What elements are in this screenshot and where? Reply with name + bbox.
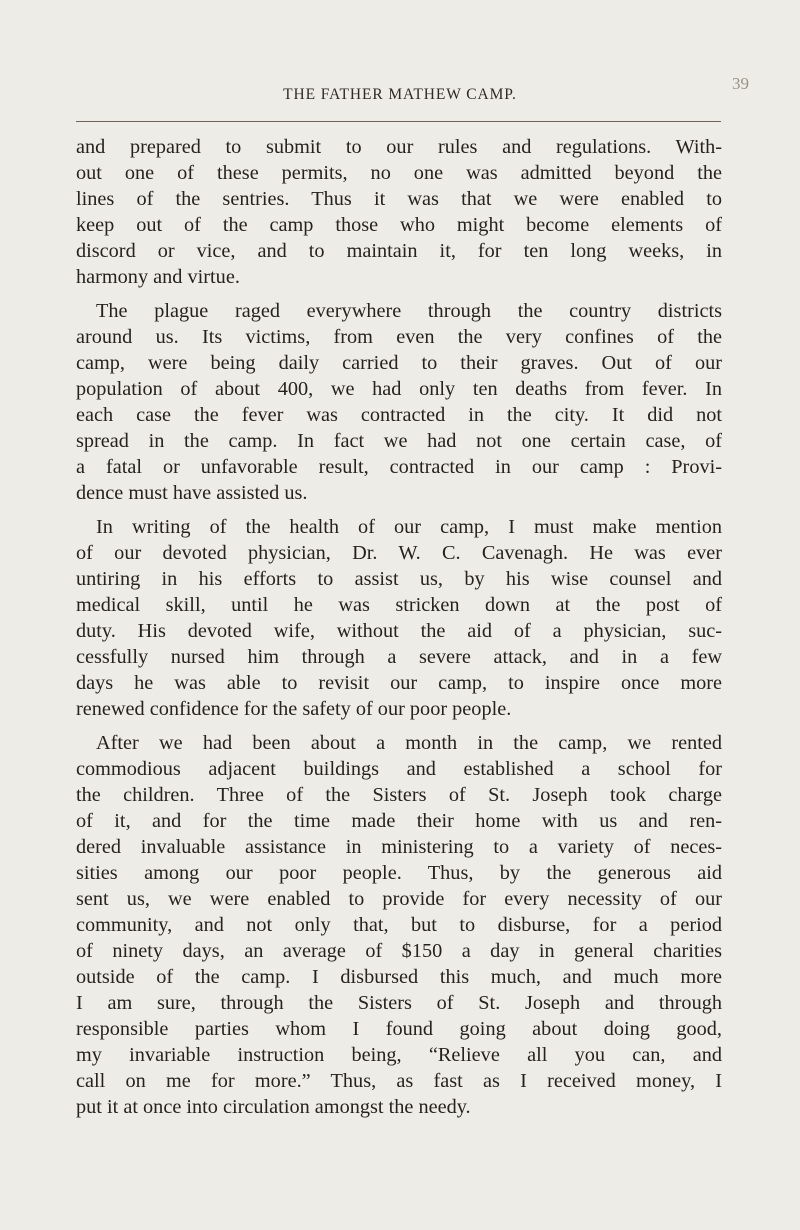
text-line: call on me for more.” Thus, as fast as I received money, I (76, 1070, 722, 1092)
text-line: responsible parties whom I found going about doing good, (76, 1018, 722, 1040)
text-line: of our devoted physician, Dr. W. C. Cavenagh. He was ever (76, 542, 722, 564)
text-line: of ninety days, an average of $150 a day in general charities (76, 940, 722, 962)
text-line: outside of the camp. I disbursed this much, and much more (76, 966, 722, 988)
text-line: After we had been about a month in the camp, we rented (96, 732, 722, 754)
text-line: around us. Its victims, from even the very confines of the (76, 326, 722, 348)
text-line: dence must have assisted us. (76, 482, 308, 504)
page-number: 39 (732, 74, 749, 93)
text-line: sities among our poor people. Thus, by the generous aid (76, 862, 722, 884)
text-line: a fatal or unfavorable result, contracted in our camp : Provi- (76, 456, 722, 478)
paragraph (76, 298, 722, 506)
text-line: medical skill, until he was stricken down at the post of (76, 594, 722, 616)
text-line: In writing of the health of our camp, I must make mention (96, 516, 722, 538)
running-header: THE FATHER MATHEW CAMP. (283, 86, 517, 103)
text-line: and prepared to submit to our rules and regulations. With- (76, 136, 722, 158)
text-line: days he was able to revisit our camp, to inspire once more (76, 672, 722, 694)
text-line: commodious adjacent buildings and established a school for (76, 758, 722, 780)
header-rule (76, 121, 721, 122)
text-line: put it at once into circulation amongst the needy. (76, 1096, 471, 1118)
body-text (76, 134, 722, 1128)
text-line: population of about 400, we had only ten deaths from fever. In (76, 378, 722, 400)
text-line: discord or vice, and to maintain it, for ten long weeks, in (76, 240, 722, 262)
text-line: of it, and for the time made their home with us and ren- (76, 810, 722, 832)
text-line: out one of these permits, no one was admitted beyond the (76, 162, 722, 184)
text-line: keep out of the camp those who might become elements of (76, 214, 722, 236)
text-line: dered invaluable assistance in ministering to a variety of neces- (76, 836, 722, 858)
paragraph (76, 514, 722, 722)
text-line: camp, were being daily carried to their graves. Out of our (76, 352, 722, 374)
text-line: I am sure, through the Sisters of St. Joseph and through (76, 992, 722, 1014)
text-line: the children. Three of the Sisters of St. Joseph took charge (76, 784, 722, 806)
text-line: my invariable instruction being, “Relieve all you can, and (76, 1044, 722, 1066)
text-line: spread in the camp. In fact we had not one certain case, of (76, 430, 722, 452)
text-line: harmony and virtue. (76, 266, 240, 288)
text-line: The plague raged everywhere through the country districts (96, 300, 722, 322)
text-line: lines of the sentries. Thus it was that we were enabled to (76, 188, 722, 210)
paragraph (76, 730, 722, 1120)
text-line: each case the fever was contracted in the city. It did not (76, 404, 722, 426)
text-line: duty. His devoted wife, without the aid of a physician, suc- (76, 620, 722, 642)
text-line: renewed confidence for the safety of our poor people. (76, 698, 512, 720)
paragraph (76, 134, 722, 290)
text-line: community, and not only that, but to disburse, for a period (76, 914, 722, 936)
text-line: sent us, we were enabled to provide for every necessity of our (76, 888, 722, 910)
text-line: cessfully nursed him through a severe attack, and in a few (76, 646, 722, 668)
text-line: untiring in his efforts to assist us, by his wise counsel and (76, 568, 722, 590)
